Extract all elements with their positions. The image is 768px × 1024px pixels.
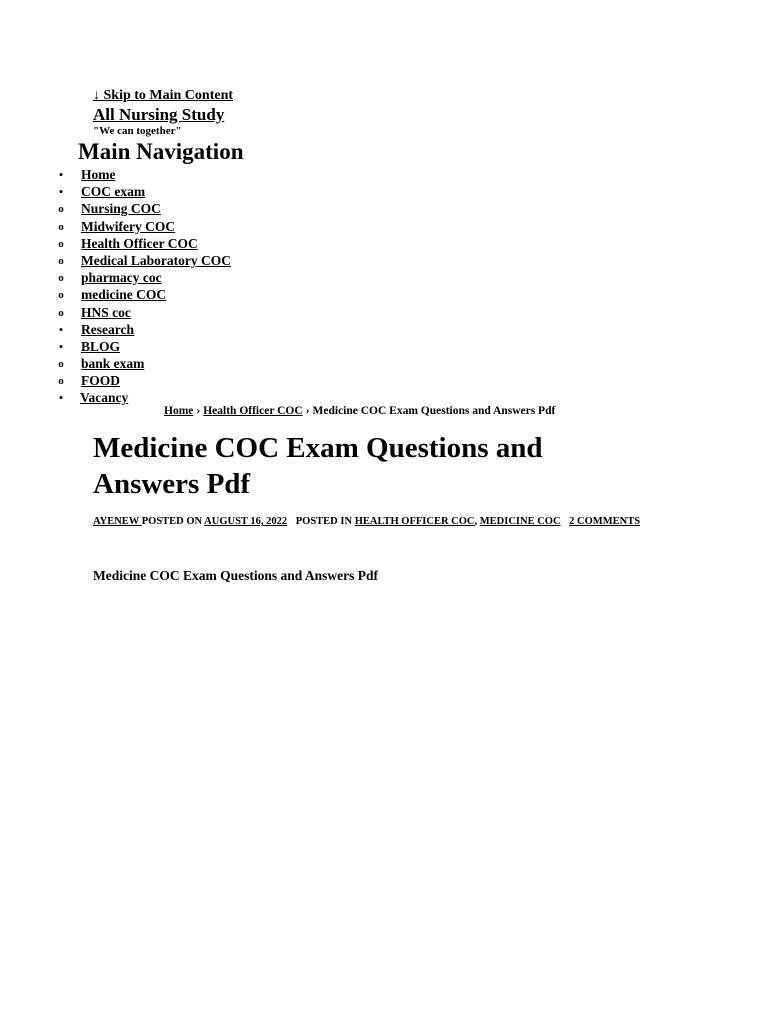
post-author-link[interactable]: AYENEW — [93, 516, 142, 527]
disc-bullet-icon — [55, 389, 67, 407]
nav-link-medical-laboratory-coc[interactable]: Medical Laboratory COC — [81, 252, 231, 268]
disc-bullet-icon — [55, 321, 67, 339]
nav-link-midwifery-coc[interactable]: Midwifery COC — [81, 218, 176, 234]
skip-to-content-link[interactable]: ↓ Skip to Main Content — [93, 88, 234, 103]
breadcrumb-home-link[interactable]: Home — [164, 405, 194, 417]
disc-bullet-icon — [55, 183, 67, 201]
nav-link-vacancy[interactable]: Vacancy — [80, 390, 129, 406]
posted-in-label: POSTED IN — [295, 516, 353, 527]
circle-bullet-icon — [55, 286, 67, 304]
post-category-link-medicine-coc[interactable]: MEDICINE COC — [479, 516, 561, 527]
circle-bullet-icon — [55, 355, 67, 373]
nav-link-blog[interactable]: BLOG — [81, 338, 121, 354]
nav-link-bank-exam[interactable]: bank exam — [81, 356, 145, 372]
nav-link-home[interactable]: Home — [81, 167, 116, 182]
category-separator: , — [474, 516, 478, 527]
post-comments-link[interactable]: 2 COMMENTS — [569, 516, 641, 527]
site-tagline: "We can together" — [93, 125, 182, 137]
post-title: Medicine COC Exam Questions and Answers Pdf — [93, 432, 543, 500]
breadcrumb-category-link[interactable]: Health Officer COC — [203, 405, 303, 417]
nav-link-nursing-coc[interactable]: Nursing COC — [81, 201, 161, 217]
site-title-link[interactable]: All Nursing Study — [93, 105, 225, 124]
breadcrumb-current: Medicine COC Exam Questions and Answers Pdf — [312, 405, 556, 417]
circle-bullet-icon — [55, 304, 67, 322]
nav-link-medicine-coc[interactable]: medicine COC — [81, 287, 167, 303]
circle-bullet-icon — [55, 200, 67, 218]
breadcrumb — [164, 405, 555, 417]
nav-link-coc-exam[interactable]: COC exam — [81, 184, 146, 200]
nav-link-pharmacy-coc[interactable]: pharmacy coc — [81, 270, 162, 286]
nav-link-food[interactable]: FOOD — [81, 373, 120, 389]
disc-bullet-icon — [55, 338, 67, 356]
nav-link-health-officer-coc[interactable]: Health Officer COC — [81, 235, 198, 251]
circle-bullet-icon — [55, 252, 67, 270]
circle-bullet-icon — [55, 269, 67, 287]
breadcrumb-separator: › — [196, 405, 201, 417]
main-navigation-heading: Main Navigation — [78, 139, 244, 164]
post-excerpt: Medicine COC Exam Questions and Answers Pdf — [93, 568, 379, 583]
nav-link-hns-coc[interactable]: HNS coc — [81, 304, 131, 320]
post-meta — [93, 515, 653, 528]
circle-bullet-icon — [55, 218, 67, 236]
post-date-link[interactable]: AUGUST 16, 2022 — [204, 516, 288, 527]
circle-bullet-icon — [55, 235, 67, 253]
nav-link-research[interactable]: Research — [81, 321, 134, 337]
posted-on-label: POSTED ON — [141, 516, 203, 527]
circle-bullet-icon — [55, 372, 67, 390]
disc-bullet-icon — [55, 166, 67, 184]
breadcrumb-separator: › — [305, 405, 310, 417]
post-category-link-health-officer-coc[interactable]: HEALTH OFFICER COC — [354, 516, 475, 527]
